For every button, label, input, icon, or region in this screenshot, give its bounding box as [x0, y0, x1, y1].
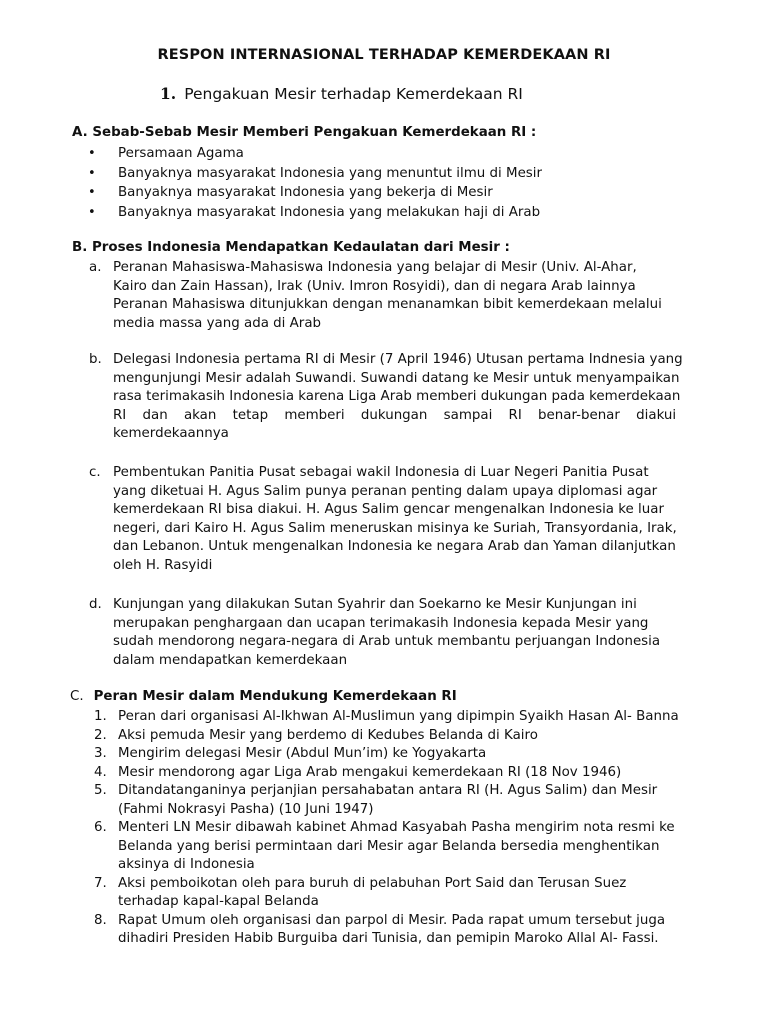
- list-item: 4. Mesir mendorong agar Liga Arab mengakui kemerdekaan RI (18 Nov 1946): [94, 764, 622, 780]
- list-item: 5. Ditandatanganinya perjanjian persahabatan antara RI (H. Agus Salim) dan Mesir (Fahmi Nokrasyi Pasha) (10 Juni 1947): [94, 783, 658, 817]
- list-item: • Banyaknya masyarakat Indonesia yang menuntut ilmu di Mesir: [88, 164, 542, 184]
- section-b-item-d: d. Kunjungan yang dilakukan Sutan Syahrir dan Soekarno ke Mesir Kunjungan ini merupakan penghargaan dan ucapan terimakasih Indonesia kepada Mesir yang sudah mendorong negara-negara di Arab untuk membantu perjuangan Indonesia dalam mendapatkan kemerdekaan: [89, 597, 661, 668]
- section-b-heading: B. Proses Indonesia Mendapatkan Kedaulatan dari Mesir :: [72, 240, 510, 255]
- document-title: RESPON INTERNASIONAL TERHADAP KEMERDEKAAN RI: [157, 47, 611, 63]
- list-item: 6. Menteri LN Mesir dibawah kabinet Ahmad Kasyabah Pasha mengirim nota resmi ke Belanda yang berisi permintaan dari Mesir agar Belanda bersedia menghentikan aksinya di Indonesia: [94, 820, 675, 872]
- section-c-heading: C. Peran Mesir dalam Mendukung Kemerdekaan RI: [70, 689, 457, 704]
- section-a-list: [88, 144, 542, 222]
- section-b-item-b: b. Delegasi Indonesia pertama RI di Mesir (7 April 1946) Utusan pertama Indnesia yang mengunjungi Mesir adalah Suwandi. Suwandi datang ke Mesir untuk menyampaikan rasa terimakasih Indonesia karena Liga Arab memberi dukungan pada kemerdekaan RI dan akan tetap memberi dukungan sampai RI benar-benar diakui kemerdekaannya: [89, 352, 683, 441]
- subtitle-text: Pengakuan Mesir terhadap Kemerdekaan RI: [184, 85, 523, 103]
- bullet-icon: •: [88, 146, 96, 161]
- list-item: • Banyaknya masyarakat Indonesia yang bekerja di Mesir: [88, 183, 542, 203]
- list-item: • Banyaknya masyarakat Indonesia yang melakukan haji di Arab: [88, 203, 542, 223]
- list-item: 2. Aksi pemuda Mesir yang berdemo di Kedubes Belanda di Kairo: [94, 727, 538, 743]
- bullet-icon: •: [88, 165, 96, 181]
- section-a-heading: A. Sebab-Sebab Mesir Memberi Pengakuan Kemerdekaan RI :: [72, 125, 537, 140]
- subtitle: [160, 84, 523, 103]
- subtitle-number: 1.: [160, 84, 177, 103]
- section-c-list: [94, 708, 679, 949]
- list-item: • Persamaan Agama: [88, 144, 542, 164]
- bullet-icon: •: [88, 204, 96, 220]
- bullet-icon: •: [88, 185, 96, 200]
- list-item: 3. Mengirim delegasi Mesir (Abdul Mun’im) ke Yogyakarta: [94, 746, 487, 761]
- list-item: 7. Aksi pemboikotan oleh para buruh di pelabuhan Port Said dan Terusan Suez terhadap kapal-kapal Belanda: [94, 875, 627, 909]
- section-b-item-a: a. Peranan Mahasiswa-Mahasiswa Indonesia yang belajar di Mesir (Univ. Al-Ahar, Kairo dan Zain Hassan), Irak (Univ. Imron Rosyidi), dan di negara Arab lainnya Peranan Mahasiswa ditunjukkan dengan menanamkan bibit kemerdekaan melalui media massa yang ada di Arab: [89, 260, 662, 331]
- list-item: 1. Peran dari organisasi Al-Ikhwan Al-Muslimun yang dipimpin Syaikh Hasan Al- Banna: [94, 709, 679, 724]
- list-item: 8. Rapat Umum oleh organisasi dan parpol di Mesir. Pada rapat umum tersebut juga dihadiri Presiden Habib Burguiba dari Tunisia, dan pemipin Maroko Allal Al- Fassi.: [94, 912, 666, 946]
- section-b-item-c: c. Pembentukan Panitia Pusat sebagai wakil Indonesia di Luar Negeri Panitia Pusat yang diketuai H. Agus Salim punya peranan penting dalam upaya diplomasi agar kemerdekaan RI bisa diakui. H. Agus Salim gencar mengenalkan Indonesia ke luar negeri, dari Kairo H. Agus Salim meneruskan misinya ke Suriah, Transyordania, Irak, dan Lebanon. Untuk mengenalkan Indonesia ke negara Arab dan Yaman dilanjutkan oleh H. Rasyidi: [89, 465, 677, 573]
